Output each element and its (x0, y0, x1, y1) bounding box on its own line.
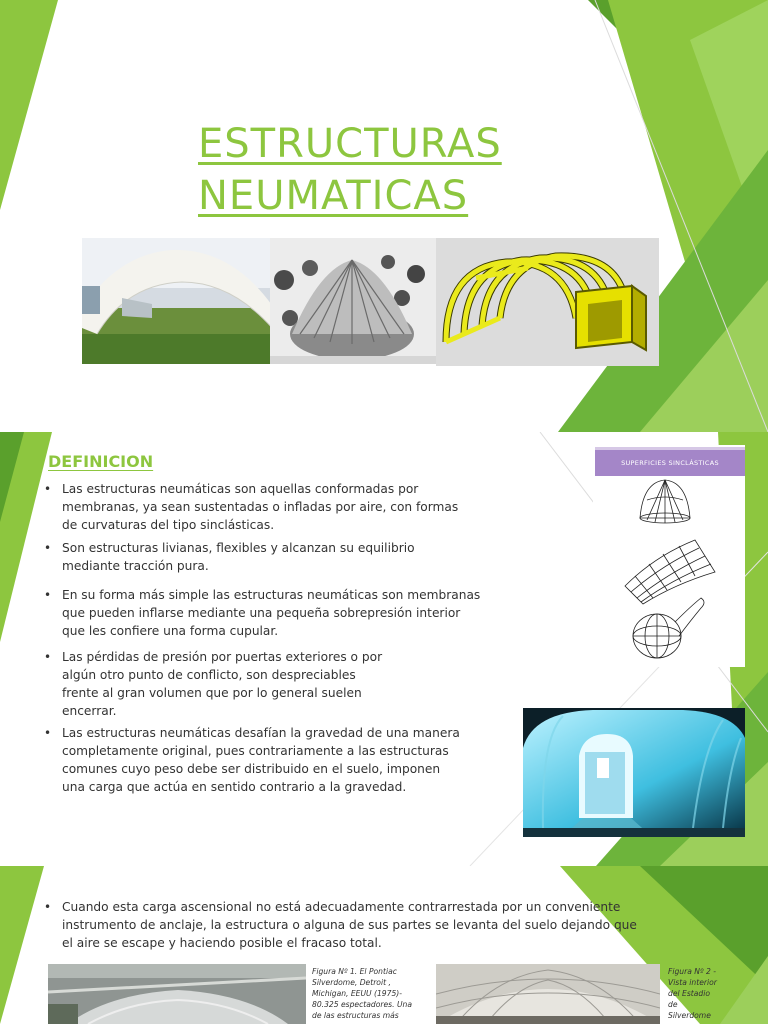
caption-2-line-1: Figura Nº 2 - (668, 967, 716, 976)
inflatable-tunnel-photo (82, 238, 272, 364)
bullet-marker: • (44, 541, 52, 555)
dome-model-photo (270, 238, 436, 364)
bullet-lightweight (44, 539, 522, 575)
caption-1-line-2: Silverdome, Detroit , (312, 978, 391, 987)
figure-1-caption (312, 966, 430, 1021)
bullet-5-line-2: completamente original, pues contrariamente a las estructuras (62, 744, 449, 758)
bullet-definition (44, 480, 522, 534)
bullet-3-line-1: En su forma más simple las estructuras neumáticas son membranas (62, 588, 481, 602)
caption-2-line-4: de (668, 1000, 678, 1009)
bullet-3-line-3: que les confiere una forma cupular. (62, 624, 279, 638)
diagram-header (595, 447, 745, 476)
silverdome-interior-photo (436, 964, 660, 1024)
slide-anchoring (0, 866, 768, 1024)
caption-1-line-1: Figura Nº 1. El Pontiac (312, 967, 397, 976)
bullet-4-line-1: Las pérdidas de presión por puertas exteriores o por (62, 650, 383, 664)
caption-2-line-2: Vista interior (668, 978, 717, 987)
anchoring-line-3: el aire se escape y haciendo posible el fracaso total. (62, 936, 382, 950)
bullet-marker: • (44, 900, 52, 914)
caption-2-line-5: Silverdome (668, 1011, 711, 1020)
surface-shapes-icon (595, 476, 745, 666)
bullet-pressure-loss (44, 648, 462, 720)
silverdome-aerial-photo (48, 964, 306, 1024)
bullet-1-line-2: membranas, ya sean sustentadas o infladas por aire, con formas (62, 500, 459, 514)
figure-2-caption (668, 966, 730, 1021)
bullet-marker: • (44, 588, 52, 602)
bullet-5-line-1: Las estructuras neumáticas desafían la gravedad de una manera (62, 726, 460, 740)
caption-2-line-3: del Estadio (668, 989, 710, 998)
bullet-5-line-3: comunes cuyo peso debe ser distribuido en el suelo, imponen (62, 762, 441, 776)
anchoring-line-1: Cuando esta carga ascensional no está adecuadamente contrarrestada por un conveniente (62, 900, 621, 914)
bullet-marker: • (44, 482, 52, 496)
bullet-simple-form (44, 586, 532, 640)
bullet-2-line-1: Son estructuras livianas, flexibles y alcanzan su equilibrio (62, 541, 415, 555)
bullet-4-line-3: frente al gran volumen que por lo general suelen (62, 686, 362, 700)
bullet-4-line-2: algún otro punto de conflicto, son despreciables (62, 668, 356, 682)
definition-heading: DEFINICION (48, 452, 154, 471)
slide-title (0, 0, 768, 432)
title-line-1: ESTRUCTURAS (198, 121, 502, 167)
anchoring-line-2: instrumento de anclaje, la estructura o alguna de sus partes se levanta del suelo dejando que (62, 918, 637, 932)
bullet-1-line-1: Las estructuras neumáticas son aquellas conformadas por (62, 482, 419, 496)
caption-1-line-4: 80.325 espectadores. Una (312, 1000, 412, 1009)
bullet-marker: • (44, 726, 52, 740)
slide-title-text (198, 118, 502, 222)
bullet-gravity (44, 724, 512, 796)
bullet-1-line-3: de curvaturas del tipo sinclásticas. (62, 518, 275, 532)
caption-1-line-5: de las estructuras más (312, 1011, 399, 1020)
bullet-2-line-2: mediante tracción pura. (62, 559, 209, 573)
bullet-marker: • (44, 650, 52, 664)
bullet-3-line-2: que pueden inflarse mediante una pequeña sobrepresión interior (62, 606, 461, 620)
bullet-anchoring (44, 898, 702, 952)
caption-1-line-3: Michigan, EEUU (1975)- (312, 989, 402, 998)
title-line-2: NEUMATICAS (198, 173, 469, 219)
bullet-5-line-4: una carga que actúa en sentido contrario a la gravedad. (62, 780, 407, 794)
yellow-frame-render (436, 238, 659, 366)
inflatable-interior-photo (523, 708, 745, 837)
slide-definition (0, 432, 768, 866)
bullet-4-line-4: encerrar. (62, 704, 117, 718)
diagram-header-text: SUPERFICIES SINCLÁSTICAS (621, 459, 719, 467)
